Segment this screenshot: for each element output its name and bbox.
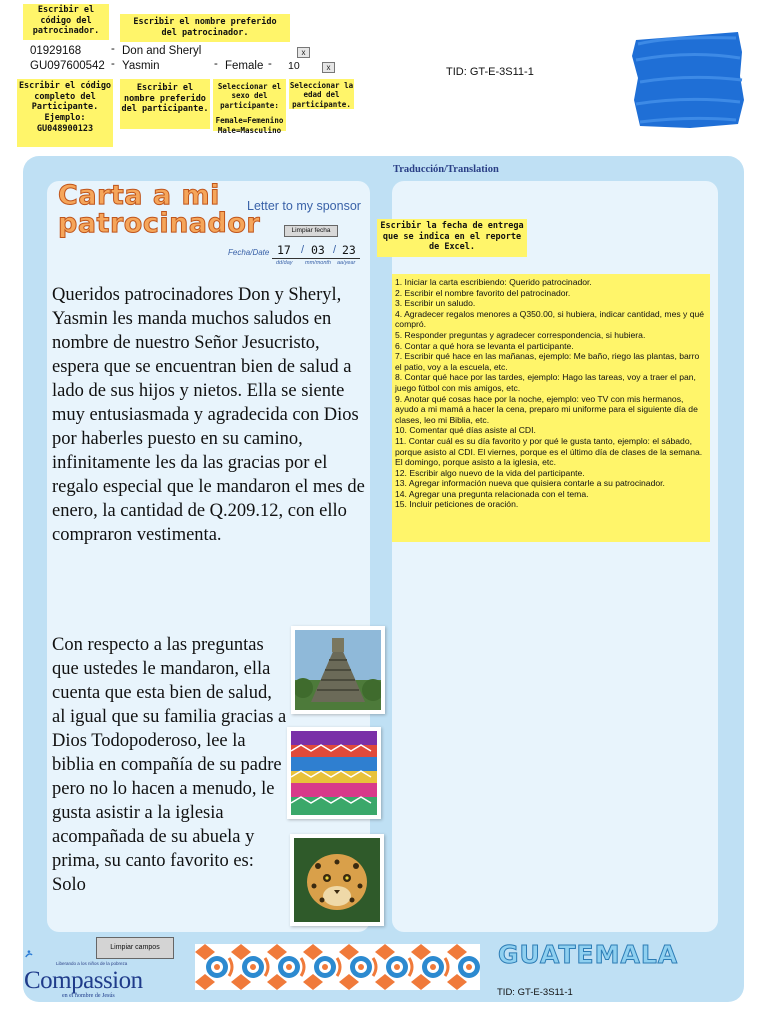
instruction-item: 1. Iniciar la carta escribiendo: Querido patrocinador. bbox=[395, 277, 592, 287]
logo-subtitle: en el nombre de Jesús bbox=[62, 993, 115, 999]
note-sex-title: Seleccionar el sexo del participante: bbox=[217, 82, 282, 110]
date-month-field[interactable]: 03 bbox=[311, 243, 325, 257]
sex-select[interactable]: Female bbox=[225, 60, 264, 72]
clear-fields-button[interactable]: Limpiar campos bbox=[96, 937, 174, 959]
jaguar-image bbox=[294, 838, 380, 922]
note-sex-help: Female=Femenino Male=Masculino bbox=[215, 116, 284, 135]
participant-dash: - bbox=[111, 58, 115, 70]
textile-image bbox=[291, 731, 377, 815]
note-sponsor-name: Escribir el nombre preferido del patrocinador. bbox=[120, 14, 290, 42]
instruction-item: 15. Incluir peticiones de oración. bbox=[395, 499, 519, 510]
note-delivery-date: Escribir la fecha de entrega que se indica en el reporte de Excel. bbox=[377, 219, 527, 257]
participant-code-field[interactable]: GU097600542 bbox=[30, 60, 105, 72]
clear-participant-button[interactable]: x bbox=[322, 62, 335, 73]
pyramid-photo bbox=[291, 626, 385, 714]
textile-photo bbox=[287, 727, 381, 819]
instruction-item: 7. Escribir qué hace en las mañanas, ejemplo: Me baño, riego las plantas, barro el patio, voy a la escuela, etc. bbox=[395, 351, 700, 372]
instruction-item: 13. Agregar información nueva que quisiera contarle a su patrocinador. bbox=[395, 478, 665, 489]
instruction-item: 14. Agregar una pregunta relacionada con el tema. bbox=[395, 488, 589, 499]
date-year-sub: aa/year bbox=[337, 260, 356, 266]
blue-scribble-mark bbox=[630, 30, 745, 130]
instruction-item: 5. Responder preguntas y agradecer correspondencia, si hubiera. bbox=[395, 329, 646, 340]
instructions-note bbox=[392, 274, 710, 542]
note-age: Seleccionar la edad del participante. bbox=[289, 81, 354, 109]
clear-sponsor-button[interactable]: x bbox=[297, 47, 310, 58]
clear-date-button[interactable]: Limpiar fecha bbox=[284, 225, 338, 237]
sex-dash-2: - bbox=[268, 58, 272, 70]
instruction-item: 6. Contar a qué hora se levanta el participante. bbox=[395, 340, 574, 351]
sponsor-name-field[interactable]: Don and Sheryl bbox=[122, 45, 202, 57]
logo-tagline: Liberando a los niños de la pobreza bbox=[56, 961, 128, 966]
date-month-sub: mm/month bbox=[305, 260, 331, 266]
sponsor-code-field[interactable]: 01929168 bbox=[30, 45, 82, 57]
letter-title: Carta a mi patrocinador bbox=[58, 180, 261, 239]
note-sex bbox=[213, 79, 286, 135]
letter-subtitle: Letter to my sponsor bbox=[247, 199, 361, 213]
sponsor-dash: - bbox=[111, 43, 115, 55]
letter-paragraph-1[interactable]: Queridos patrocinadores Don y Sheryl, Yasmin les manda muchos saludos en nombre de nuestro Señor Jesucristo, espera que se encuentran bien de salud a lado de sus hijos y nietos. Ella se siente muy entusiasmada y agradecida con Dios por haberles puesto en su camino, infinitamente les da las gracias por el regalo especial que le mandaron el mes de enero, la cantidad de Q.209.12, con ello compraron vestimenta. bbox=[52, 285, 365, 545]
country-title: GUATEMALA bbox=[498, 940, 679, 969]
pyramid-image bbox=[295, 630, 381, 710]
instruction-item: 9. Anotar qué cosas hace por la noche, ejemplo: veo TV con mis hermanos, ayudo a mi mamá a hacer la cena, preparo mi uniforme para el siguiente día de clases, leo mi Biblia, etc. bbox=[395, 393, 698, 425]
border-ornament bbox=[195, 944, 480, 990]
date-underline bbox=[272, 258, 360, 259]
tid-top: TID: GT-E-3S11-1 bbox=[446, 66, 534, 78]
age-select[interactable]: 10 bbox=[288, 60, 300, 72]
instruction-item: 10. Comentar qué días asiste al CDI. bbox=[395, 425, 536, 436]
date-day-field[interactable]: 17 bbox=[277, 243, 291, 257]
note-sponsor-code: Escribir el código del patrocinador. bbox=[23, 4, 109, 40]
note-participant-code: Escribir el código completo del Participante. Ejemplo: GU048900123 bbox=[17, 79, 113, 147]
instruction-item: 11. Contar cuál es su día favorito y por qué le gusta tanto, ejemplo: el sábado, porque asisto al CDI. El viernes, porque es el último día de clases de la semana. El domingo, porque asisto a la iglesia, etc. bbox=[395, 435, 703, 468]
sex-dash: - bbox=[214, 58, 218, 70]
instruction-item: 3. Escribir un saludo. bbox=[395, 298, 476, 309]
date-year-field[interactable]: 23 bbox=[342, 243, 356, 257]
date-label: Fecha/Date bbox=[228, 248, 270, 257]
jaguar-photo bbox=[290, 834, 384, 926]
instruction-item: 8. Contar qué hace por las tardes, ejemplo: Hago las tareas, voy a traer el pan, juego fútbol con mis amigos, etc. bbox=[395, 372, 696, 393]
letter-paragraph-2[interactable]: Con respecto a las preguntas que ustedes le mandaron, ella cuenta que esta bien de salud, al igual que su familia gracias a Dios Todopoderoso, lee la biblia en compañía de su padre pero no lo hacen a menudo, le gusta asistir a la iglesia acompañada de su abuela y prima, su canto favorito es: Solo bbox=[52, 635, 287, 895]
date-separator: / bbox=[301, 244, 305, 256]
instruction-item: 12. Escribir algo nuevo de la vida del participante. bbox=[395, 467, 585, 478]
note-participant-name: Escribir el nombre preferido del participante. bbox=[120, 79, 210, 129]
instruction-item: 2. Escribir el nombre favorito del patrocinador. bbox=[395, 287, 571, 298]
date-day-sub: dd/day bbox=[276, 260, 293, 266]
date-separator: / bbox=[333, 244, 337, 256]
logo-wordmark: Compassion bbox=[24, 967, 143, 994]
translation-title: Traducción/Translation bbox=[393, 164, 499, 175]
instruction-item: 4. Agradecer regalos menores a Q350.00, si hubiera, indicar cantidad, mes y qué compró. bbox=[395, 308, 705, 330]
participant-name-field[interactable]: Yasmin bbox=[122, 60, 160, 72]
tid-bottom: TID: GT-E-3S11-1 bbox=[497, 987, 573, 998]
